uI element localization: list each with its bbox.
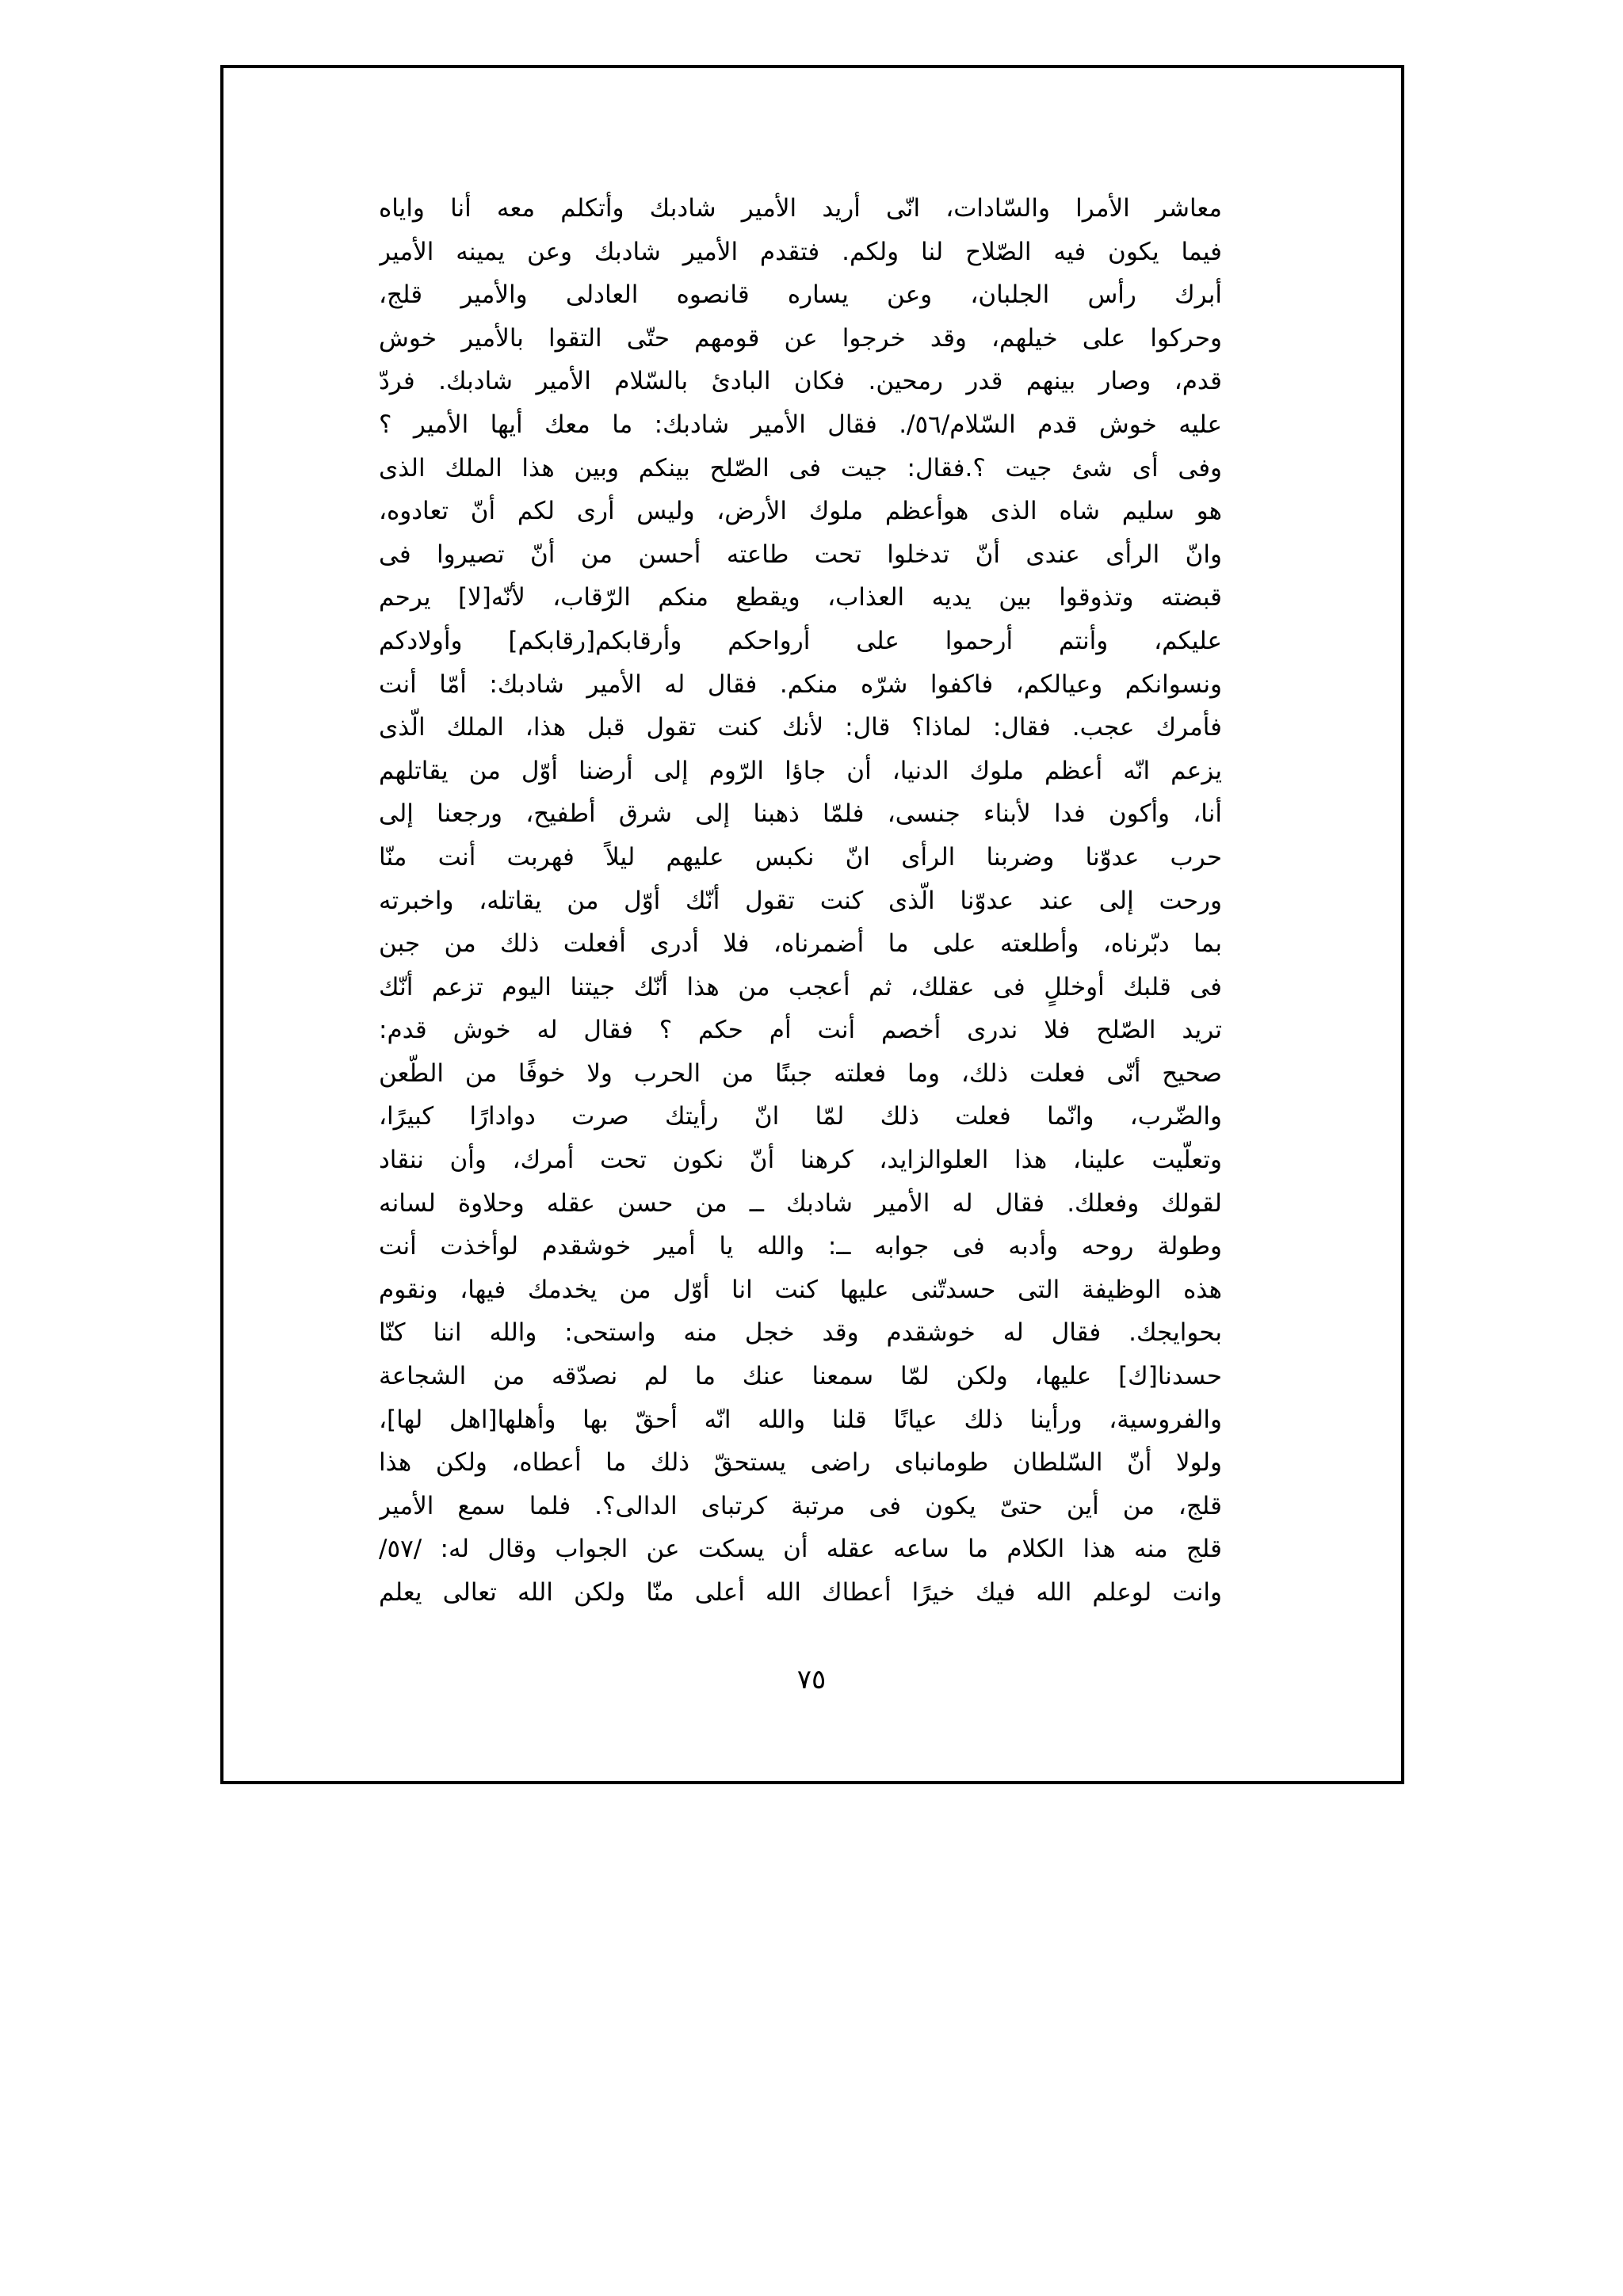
text-line: وتعلّيت علينا، هذا العلوالزايد، كرهنا أنّ نكون تحت أمرك، وأن ننقاد: [379, 1146, 1222, 1175]
text-line: تريد الصّلح فلا ندرى أخصم أنت أم حكم ؟ فقال له خوش قدم:: [379, 1016, 1222, 1045]
text-line: ونسوانكم وعيالكم، فاكفوا شرّه منكم. فقال له الأمير شادبك: أمّا أنت: [379, 669, 1222, 699]
text-line: فأمرك عجب. فقال: لماذا؟ قال: لأنك كنت تقول قبل هذا، الملك الّذى: [379, 713, 1222, 742]
text-line: ولولا أنّ السّلطان طومانباى راضى يستحقّ ذلك ما أعطاه، ولكن هذا: [379, 1448, 1222, 1478]
text-line: حسدنا[ك] عليها، ولكن لمّا سمعنا عنك ما لم نصدّقه من الشجاعة: [379, 1362, 1222, 1391]
text-line: هو سليم شاه الذى هوأعظم ملوك الأرض، وليس أرى لكم أنّ تعادوه،: [379, 497, 1222, 526]
text-line: وحركوا على خيلهم، وقد خرجوا عن قومهم حتّى التقوا بالأمير خوش: [379, 323, 1222, 353]
text-line: فى قلبك أوخللٍ فى عقلك، ثم أعجب من هذا أنّك جيتنا اليوم تزعم أنّك: [379, 972, 1222, 1001]
text-line: قدم، وصار بينهم قدر رمحين. فكان البادئ بالسّلام الأمير شادبك. فردّ: [379, 367, 1222, 396]
text-line: عليه خوش قدم السّلام/٥٦/. فقال الأمير شادبك: ما معك أيها الأمير ؟: [379, 410, 1222, 439]
text-line: وانّ الرأى عندى أنّ تدخلوا تحت طاعته أحسن من أنّ تصيروا فى: [379, 540, 1222, 569]
text-line: قلج منه هذا الكلام ما ساعه عقله أن يسكت عن الجواب وقال له: /٥٧/: [379, 1535, 1222, 1564]
text-line: أبرك رأس الجلبان، وعن يساره قانصوه العادلى والأمير قلج،: [379, 280, 1222, 310]
text-line: أنا، وأكون فدا لأبناء جنسى، فلمّا ذهبنا إلى شرق أطفيح، ورجعنا إلى: [379, 799, 1222, 829]
text-line: والضّرب، وانّما فعلت ذلك لمّا انّ رأيتك صرت دوادارًا كبيرًا،: [379, 1102, 1222, 1131]
text-line: معاشر الأمرا والسّادات، انّى أريد الأمير شادبك وأتكلم معه أنا واياه: [379, 194, 1222, 223]
text-line: عليكم، وأنتم أرحموا على أرواحكم وأرقابكم[رقابكم] وأولادكم: [379, 626, 1222, 655]
text-line: صحيح أنّى فعلت ذلك، وما فعلته جبنًا من الحرب ولا خوفًا من الطّعن: [379, 1058, 1222, 1088]
text-line: هذه الوظيفة التى حسدتّنى عليها كنت انا أوّل من يخدمك فيها، ونقوم: [379, 1275, 1222, 1304]
text-line: لقولك وفعلك. فقال له الأمير شادبك ــ من حسن عقله وحلاوة لسانه: [379, 1188, 1222, 1218]
text-line: بحوايجك. فقال له خوشقدم وقد خجل منه واستحى: والله اننا كنّا: [379, 1318, 1222, 1348]
text-line: بما دبّرناه، وأطلعته على ما أضمرناه، فلا أدرى أفعلت ذلك من جبن: [379, 929, 1222, 959]
text-line: يزعم انّه أعظم ملوك الدنيا، أن جاؤا الرّوم إلى أرضنا أوّل من يقاتلهم: [379, 756, 1222, 785]
text-line: وفى أى شئ جيت ؟.فقال: جيت فى الصّلح بينكم وبين هذا الملك الذى: [379, 453, 1222, 482]
text-line: والفروسية، ورأينا ذلك عيانًا قلنا والله انّه أحقّ بها وأهلها[اهل لها]،: [379, 1405, 1222, 1434]
document-body: [379, 187, 1222, 1615]
text-line: وانت لوعلم الله فيك خيرًا أعطاك الله أعلى منّا ولكن الله تعالى يعلم: [379, 1578, 1222, 1607]
text-line: قبضته وتذوقوا بين يديه العذاب، ويقطع منكم الرّقاب، لأنّه[لا] يرحم: [379, 583, 1222, 612]
text-line: ورحت إلى عند عدوّنا الّذى كنت تقول أنّك أوّل من يقاتله، واخبرته: [379, 886, 1222, 915]
page-number: ٧٥: [796, 1664, 827, 1695]
text-line: وطولة روحه وأدبه فى جوابه ــ: والله يا أمير خوشقدم لوأخذت أنت: [379, 1232, 1222, 1261]
text-line: قلج، من أين حتىّ يكون فى مرتبة كرتباى الدالى؟. فلما سمع الأمير: [379, 1491, 1222, 1520]
text-line: فيما يكون فيه الصّلاح لنا ولكم. فتقدم الأمير شادبك وعن يمينه الأمير: [379, 237, 1222, 266]
text-line: حرب عدوّنا وضربنا الرأى انّ نكبس عليهم ليلاً فهربت أنت منّا: [379, 842, 1222, 871]
